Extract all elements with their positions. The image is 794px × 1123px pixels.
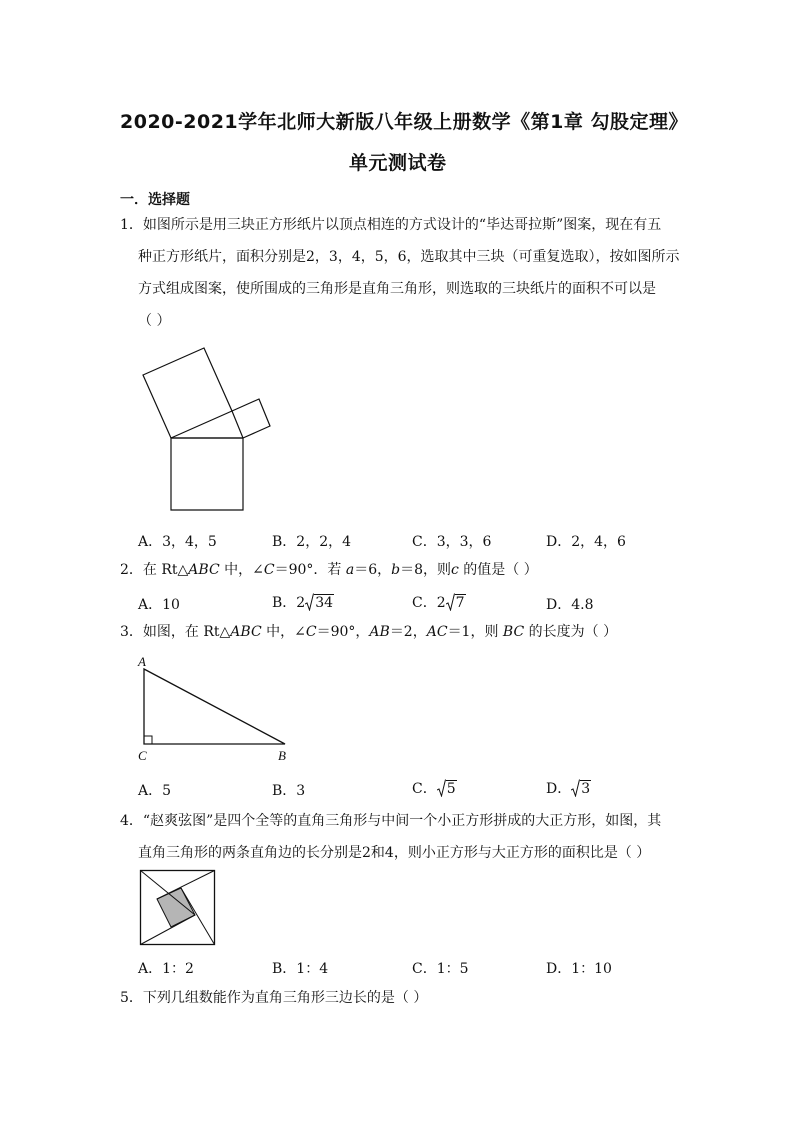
right-triangle-figure bbox=[132, 652, 302, 767]
q4-option-b[interactable]: B．1：4 bbox=[272, 961, 329, 977]
sqrt-symbol: 5 bbox=[437, 779, 457, 797]
q1-line2: 种正方形纸片，面积分别是2，3，4，5，6，选取其中三块（可重复选取），按如图所示 bbox=[138, 249, 680, 265]
label-c: C bbox=[138, 748, 147, 763]
q2-option-b[interactable]: B．2 34 bbox=[272, 595, 334, 611]
q2-stem: 2．在 Rt△ABC 中，∠C＝90°．若 a＝6，b＝8，则c 的值是（ ） bbox=[120, 562, 538, 578]
q1-option-d[interactable]: D．2，4，6 bbox=[546, 534, 626, 550]
q3-stem: 3．如图，在 Rt△ABC 中，∠C＝90°，AB＝2，AC＝1，则 BC 的长度为（ ） bbox=[120, 624, 618, 640]
q5-line1: 5．下列几组数能作为直角三角形三边长的是（ ） bbox=[120, 990, 428, 1006]
right-angle-mark bbox=[144, 736, 152, 744]
q4-option-d[interactable]: D．1：10 bbox=[546, 961, 612, 977]
q3-option-b[interactable]: B．3 bbox=[272, 783, 306, 799]
q2-option-c[interactable]: C．2 7 bbox=[412, 595, 465, 611]
bottom-square bbox=[171, 438, 243, 510]
q2-option-a[interactable]: A．10 bbox=[138, 597, 180, 613]
q1-option-b[interactable]: B．2，2，4 bbox=[272, 534, 352, 550]
small-square bbox=[232, 399, 270, 438]
q1-line3: 方式组成图案，使所围成的三角形是直角三角形，则选取的三块纸片的面积不可以是 bbox=[138, 281, 656, 297]
label-b: B bbox=[278, 748, 286, 763]
q1-option-c[interactable]: C．3，3，6 bbox=[412, 534, 492, 550]
q2-option-d[interactable]: D．4.8 bbox=[546, 597, 594, 613]
large-square bbox=[143, 348, 232, 438]
pythagoras-squares-figure bbox=[135, 345, 275, 515]
sqrt-symbol: 7 bbox=[446, 593, 466, 611]
triangle-abc bbox=[144, 669, 285, 744]
triangle-edge-2 bbox=[157, 871, 215, 900]
page-subtitle: 单元测试卷 bbox=[349, 152, 447, 174]
q3-option-c[interactable]: C． 5 bbox=[412, 781, 456, 797]
q4-option-c[interactable]: C．1：5 bbox=[412, 961, 469, 977]
q4-option-a[interactable]: A．1：2 bbox=[138, 961, 194, 977]
sqrt-symbol: 34 bbox=[305, 593, 334, 611]
q4-line2: 直角三角形的两条直角边的长分别是2和4，则小正方形与大正方形的面积比是（ ） bbox=[138, 845, 651, 861]
inner-square bbox=[157, 888, 195, 927]
q3-option-d[interactable]: D． 3 bbox=[546, 781, 591, 797]
q1-option-a[interactable]: A．3，4，5 bbox=[138, 534, 217, 550]
q1-line1: 1．如图所示是用三块正方形纸片以顶点相连的方式设计的“毕达哥拉斯”图案，现在有五 bbox=[120, 217, 662, 233]
q1-line4: （ ） bbox=[138, 313, 171, 329]
q3-option-a[interactable]: A．5 bbox=[138, 783, 172, 799]
zhao-shuang-diagram bbox=[139, 869, 217, 947]
page-title: 2020-2021学年北师大新版八年级上册数学《第1章 勾股定理》 bbox=[120, 111, 688, 133]
label-a: A bbox=[138, 654, 146, 669]
q4-line1: 4．“赵爽弦图”是四个全等的直角三角形与中间一个小正方形拼成的大正方形，如图，其 bbox=[120, 813, 662, 829]
section-heading: 一．选择题 bbox=[120, 192, 190, 208]
sqrt-symbol: 3 bbox=[571, 779, 591, 797]
